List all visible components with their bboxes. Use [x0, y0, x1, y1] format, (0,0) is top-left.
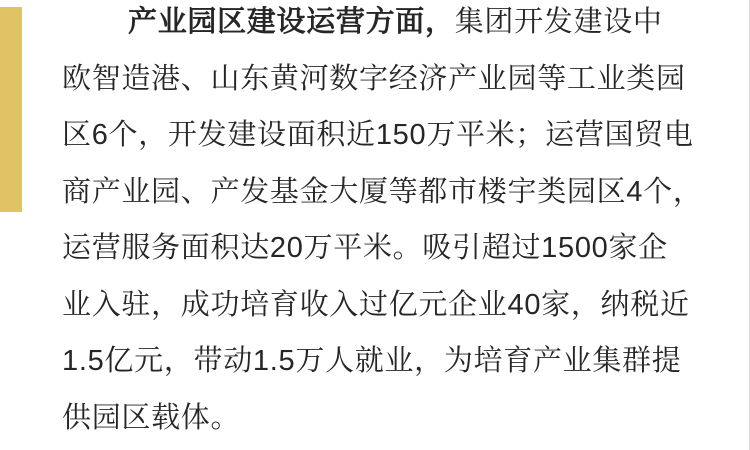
article-paragraph: [62, 0, 702, 446]
paragraph-line: 区6个，开发建设面积近150万平米；运营国贸电: [62, 119, 694, 151]
paragraph-line: 商产业园、产发基金大厦等都市楼宇类园区4个，: [62, 175, 703, 208]
paragraph-line1-text: 集团开发建设中: [454, 6, 663, 38]
paragraph-emphasis: 产业园区建设运营方面，: [128, 6, 455, 38]
highlight-bar: [0, 7, 22, 212]
paragraph-line: 欧智造港、山东黄河数字经济产业园等工业类园: [62, 62, 686, 95]
paragraph-line: 业入驻，成功培育收入过亿元企业40家，纳税近: [62, 288, 690, 321]
paragraph-line: 供园区载体。: [62, 401, 241, 434]
paragraph-line: 运营服务面积达20万平米。吸引超过1500家企: [62, 232, 668, 264]
paragraph-line: 1.5亿元，带动1.5万人就业，为培育产业集群提: [62, 345, 682, 377]
paragraph-line: [62, 0, 702, 51]
